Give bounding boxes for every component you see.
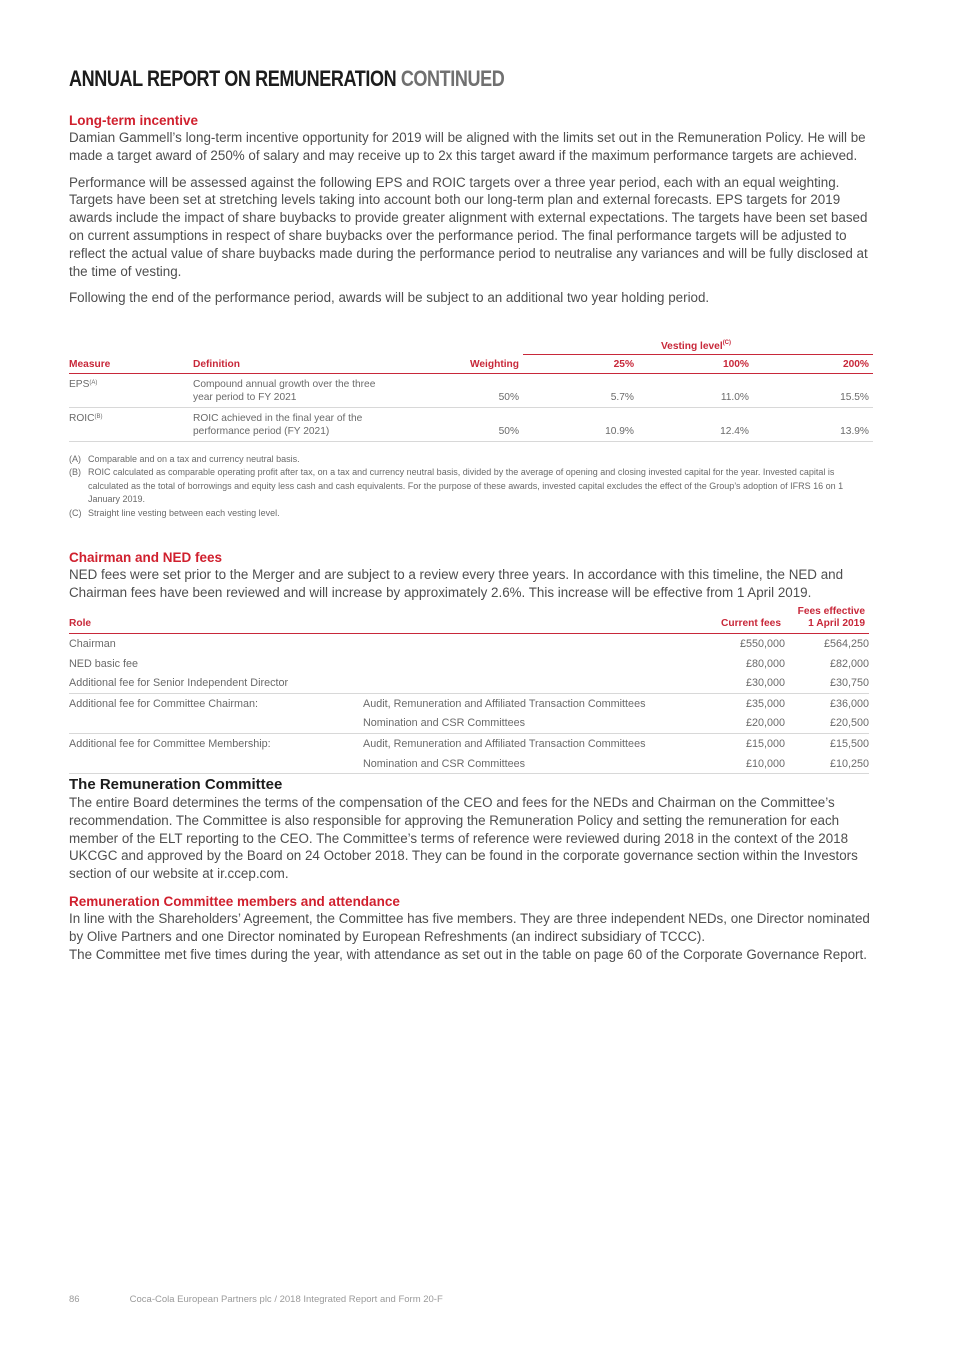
vesting-table xyxy=(69,341,873,442)
committee: Audit, Remuneration and Affiliated Transaction Committees xyxy=(363,733,703,753)
fees-heading: Chairman and NED fees xyxy=(69,550,223,565)
members-para-2: The Committee met five times during the year, with attendance as set out in the table on page 60 of the Corporate Governance Report. xyxy=(69,946,867,962)
col-200: 200% xyxy=(753,355,873,374)
members-para-1: In line with the Shareholders’ Agreement, the Committee has five members. They are three independent NEDs, one Director nominated by Olive Partners and one Director nominated by European Refreshments (an indirect subsidiary of TCCC). xyxy=(69,911,870,944)
committee: Audit, Remuneration and Affiliated Transaction Committees xyxy=(363,693,703,713)
col-100: 100% xyxy=(638,355,753,374)
col-role: Role xyxy=(69,606,363,634)
table-row xyxy=(69,654,869,674)
effective-fee: £30,750 xyxy=(829,677,869,690)
weighting: 50% xyxy=(443,407,523,441)
lti-section xyxy=(69,112,879,307)
effective-fee: £15,500 xyxy=(785,733,869,753)
col-fees-effective: Fees effective 1 April 2019 xyxy=(785,606,869,634)
value-200: 13.9% xyxy=(753,407,873,441)
members-heading: Remuneration Committee members and attendance xyxy=(69,894,400,909)
lti-para-1: Damian Gammell’s long-term incentive opportunity for 2019 will be aligned with the limits set out in the Remuneration Policy. He will be made a target award of 250% of salary and may receive up to 2x this target award if the maximum performance targets are achieved. xyxy=(69,130,866,163)
role: NED basic fee xyxy=(69,657,139,670)
definition: ROIC achieved in the final year of the xyxy=(193,412,363,424)
role: Additional fee for Committee Chairman: xyxy=(69,693,363,713)
col-definition: Definition xyxy=(193,355,443,374)
fees-table-section xyxy=(69,606,869,774)
weighting: 50% xyxy=(443,373,523,407)
lti-heading: Long-term incentive xyxy=(69,113,199,128)
table-footnotes xyxy=(69,453,869,521)
table-header-row xyxy=(69,355,873,374)
current-fee: £30,000 xyxy=(745,677,785,690)
table-row: $EPS^{(A)}$ Compound annual growth over the three year period to FY 2021 50% 5.7% 11.0% 15.5% xyxy=(69,373,873,407)
current-fee: £80,000 xyxy=(745,657,785,670)
table-row xyxy=(69,673,869,693)
effective-fee: £20,500 xyxy=(829,717,869,730)
committee-section xyxy=(69,776,879,883)
table-row: $ROIC^{(B)}$ ROIC achieved in the final year of the performance period (FY 2021) 50% 10.9% 12.4% 13.9% xyxy=(69,407,873,441)
fees-section xyxy=(69,549,879,602)
current-fee: £10,000 xyxy=(703,754,785,774)
table-header-row xyxy=(69,606,869,634)
current-fee: £550,000 xyxy=(739,638,785,650)
col-25: 25% xyxy=(523,355,638,374)
committee: Nomination and CSR Committees xyxy=(363,754,703,774)
current-fee: £20,000 xyxy=(745,717,785,730)
committee: Nomination and CSR Committees xyxy=(363,717,526,730)
col-current-fees: Current fees xyxy=(703,606,785,634)
value-25: 5.7% xyxy=(523,373,638,407)
current-fee: £35,000 xyxy=(703,693,785,713)
table-row xyxy=(69,713,869,733)
effective-fee: £10,250 xyxy=(785,754,869,774)
effective-fee: £82,000 xyxy=(829,657,869,670)
role: Additional fee for Committee Membership: xyxy=(69,733,363,753)
col-weighting: Weighting xyxy=(443,355,523,374)
measure: EPS xyxy=(69,378,90,390)
definition: Compound annual growth over the three xyxy=(193,378,376,390)
page-footer xyxy=(69,1294,443,1305)
role: Additional fee for Senior Independent Director xyxy=(69,677,289,690)
title-main: ANNUAL REPORT ON REMUNERATION xyxy=(69,66,397,91)
vesting-level-header: Vesting level$^{(C)}$ xyxy=(523,341,873,355)
footnote-a: (A) Comparable and on a tax and currency neutral basis. xyxy=(69,453,300,464)
committee-heading: The Remuneration Committee xyxy=(69,776,283,793)
value-100: 12.4% xyxy=(638,407,753,441)
table-row xyxy=(69,754,869,774)
fees-para: NED fees were set prior to the Merger and are subject to a review every three years. In accordance with this timeline, the NED and Chairman fees have been reviewed and will increase by approximately 2.6%. This increase will be effective from 1 April 2019. xyxy=(69,567,844,600)
lti-para-2: Performance will be assessed against the following EPS and ROIC targets over a three year period, each with an equal weighting. Targets have been set at stretching levels taking into account both our long-term plan and external forecasts. EPS targets for 2019 awards include the impact of share buybacks to provide greater alignment with external expectations. The targets have been set based on current assumptions in respect of share buybacks over the performance period. The final performance targets will be adjusted to reflect the actual value of share buybacks made during the performance period to neutralise any variances and will be fully disclosed at the time of vesting. xyxy=(69,174,868,279)
page-number: 86 xyxy=(69,1294,80,1305)
current-fee: £15,000 xyxy=(703,733,785,753)
effective-fee: £564,250 xyxy=(823,638,869,650)
value-200: 15.5% xyxy=(753,373,873,407)
effective-fee: £36,000 xyxy=(785,693,869,713)
title-continued: CONTINUED xyxy=(400,66,505,91)
members-section xyxy=(69,893,879,963)
table-row xyxy=(69,733,869,753)
measure: ROIC xyxy=(69,412,95,424)
page-title xyxy=(69,66,504,92)
lti-para-3: Following the end of the performance period, awards will be subject to an additional two year holding period. xyxy=(69,290,710,306)
role: Chairman xyxy=(69,638,116,650)
value-25: 10.9% xyxy=(523,407,638,441)
vesting-table-section xyxy=(69,341,873,520)
footnote-b: (B) ROIC calculated as comparable operating profit after tax, on a tax and currency neutral basis, divided by the average of opening and closing invested capital for the year. Invested capital is calculated as the total of borrowings and equity less cash and cash equivalents. For the purpose of these awards, invested capital excludes the effect of the Group’s adoption of IFRS 16 on 1 January 2019. xyxy=(69,467,844,504)
value-100: 11.0% xyxy=(638,373,753,407)
committee-para: The entire Board determines the terms of the compensation of the CEO and fees for the NEDs and Chairman on the Committee’s recommendation. The Committee is also responsible for approving the Remuneration Policy and setting the remuneration for each member of the ELT reporting to the CEO. The Committee’s terms of reference were reviewed during 2018 in the context of the 2018 UKCGC and approved by the Board on 24 October 2018. They can be found in the corporate governance section within the Investors section of our website at ir.ccep.com. xyxy=(69,795,858,882)
col-measure: Measure xyxy=(69,355,193,374)
footer-text: Coca-Cola European Partners plc / 2018 Integrated Report and Form 20-F xyxy=(129,1294,443,1305)
footnote-c: (C) Straight line vesting between each vesting level. xyxy=(69,507,280,518)
fees-table xyxy=(69,606,869,774)
table-row xyxy=(69,634,869,654)
table-row xyxy=(69,693,869,713)
